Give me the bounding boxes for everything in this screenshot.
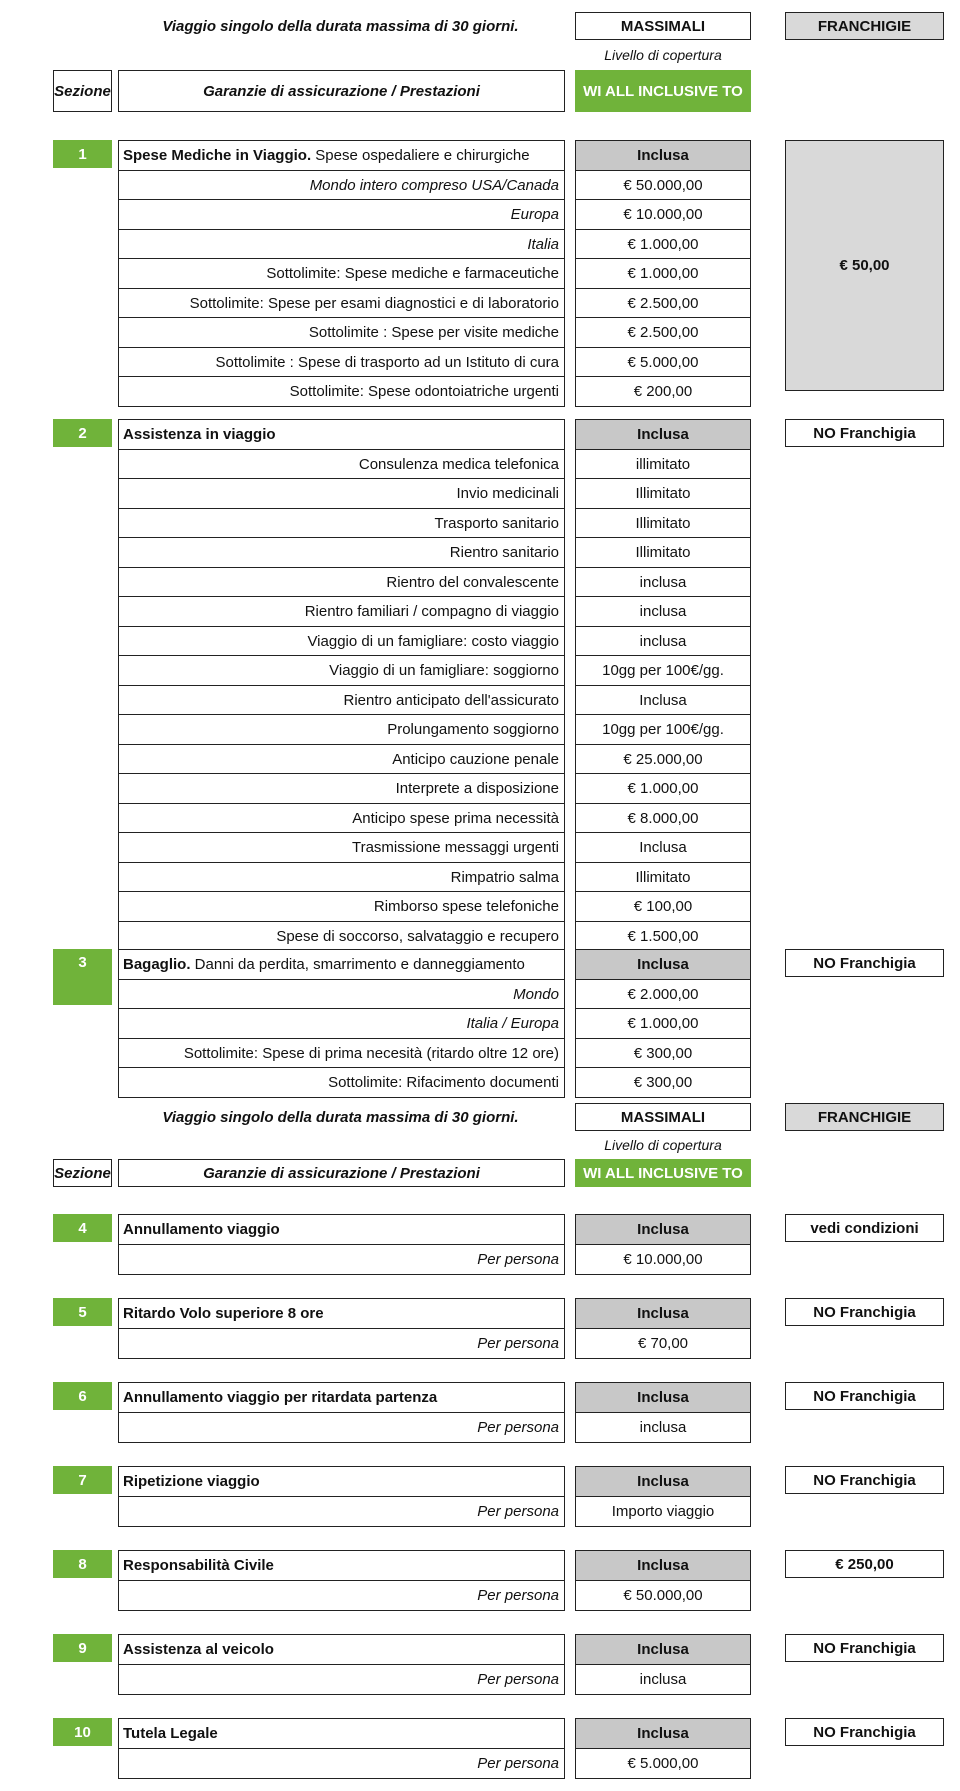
status-badge: Inclusa	[575, 419, 751, 450]
livello-label: Livello di copertura	[604, 1137, 722, 1153]
sezione-header: Sezione	[53, 1159, 112, 1187]
garanzie-header: Garanzie di assicurazione / Prestazioni	[118, 70, 565, 112]
row-label: Anticipo spese prima necessità	[118, 803, 565, 834]
row-label: Mondo	[118, 979, 565, 1010]
section-8-values	[575, 1550, 751, 1611]
row-value: inclusa	[575, 626, 751, 657]
status-badge: Inclusa	[575, 1718, 751, 1749]
row-value: Inclusa	[575, 685, 751, 716]
row-value: € 1.000,00	[575, 1008, 751, 1039]
row-label: Consulenza medica telefonica	[118, 449, 565, 480]
product-badge: WI ALL INCLUSIVE TO	[575, 70, 751, 112]
section-title: Annullamento viaggio per ritardata partenza	[118, 1382, 565, 1413]
section-number: 9	[53, 1634, 112, 1662]
section-title: Assistenza al veicolo	[118, 1634, 565, 1665]
row-label: Prolungamento soggiorno	[118, 714, 565, 745]
section-6-labels	[118, 1382, 565, 1443]
row-value: € 100,00	[575, 891, 751, 922]
row-value: € 5.000,00	[575, 1748, 751, 1779]
section-5-values	[575, 1298, 751, 1359]
franchigia-value: vedi condizioni	[785, 1214, 944, 1242]
row-value: € 300,00	[575, 1067, 751, 1098]
row-label: Italia / Europa	[118, 1008, 565, 1039]
row-value: € 50.000,00	[575, 1580, 751, 1611]
row-value: € 200,00	[575, 376, 751, 407]
row-value: inclusa	[575, 1412, 751, 1443]
row-label: Per persona	[118, 1328, 565, 1359]
status-badge: Inclusa	[575, 1382, 751, 1413]
page-title: Viaggio singolo della durata massima di 30 giorni.	[162, 17, 519, 35]
row-label: Sottolimite : Spese per visite mediche	[118, 317, 565, 348]
franchigia-value: NO Franchigia	[785, 1466, 944, 1494]
row-value: Importo viaggio	[575, 1496, 751, 1527]
section-number: 5	[53, 1298, 112, 1326]
section-number: 8	[53, 1550, 112, 1578]
row-label: Rientro familiari / compagno di viaggio	[118, 596, 565, 627]
row-label: Sottolimite: Rifacimento documenti	[118, 1067, 565, 1098]
section-9-values	[575, 1634, 751, 1695]
row-value: € 300,00	[575, 1038, 751, 1069]
row-label: Viaggio di un famigliare: soggiorno	[118, 655, 565, 686]
franchigia-value: NO Franchigia	[785, 1718, 944, 1746]
section-number: 4	[53, 1214, 112, 1242]
section-number: 10	[53, 1718, 112, 1746]
row-label: Per persona	[118, 1496, 565, 1527]
row-value: inclusa	[575, 567, 751, 598]
section-number: 3	[53, 949, 112, 1005]
row-label: Sottolimite : Spese di trasporto ad un Istituto di cura	[118, 347, 565, 378]
section-title-bold: Bagaglio.	[123, 956, 191, 973]
row-value: € 50.000,00	[575, 170, 751, 201]
franchigia-value: NO Franchigia	[785, 949, 944, 977]
section-number: 2	[53, 419, 112, 447]
row-value: inclusa	[575, 596, 751, 627]
row-value: € 1.000,00	[575, 773, 751, 804]
row-value: Illimitato	[575, 478, 751, 509]
page-title: Viaggio singolo della durata massima di 30 giorni.	[162, 1108, 519, 1126]
massimali-header: MASSIMALI	[575, 1103, 751, 1131]
section-2-values	[575, 419, 751, 952]
row-label: Mondo intero compreso USA/Canada	[118, 170, 565, 201]
status-badge: Inclusa	[575, 1634, 751, 1665]
row-value: Illimitato	[575, 508, 751, 539]
row-label: Sottolimite: Spese per esami diagnostici e di laboratorio	[118, 288, 565, 319]
section-title	[118, 140, 565, 171]
row-value: € 70,00	[575, 1328, 751, 1359]
status-badge: Inclusa	[575, 1214, 751, 1245]
franchigia-value: NO Franchigia	[785, 1298, 944, 1326]
sezione-header: Sezione	[53, 70, 112, 112]
row-label: Rientro sanitario	[118, 537, 565, 568]
row-value: 10gg per 100€/gg.	[575, 714, 751, 745]
row-value: inclusa	[575, 1664, 751, 1695]
row-label: Sottolimite: Spese odontoiatriche urgenti	[118, 376, 565, 407]
row-label: Trasporto sanitario	[118, 508, 565, 539]
franchigia-value: NO Franchigia	[785, 1382, 944, 1410]
section-title-rest: Danni da perdita, smarrimento e danneggiamento	[190, 956, 525, 973]
row-label: Sottolimite: Spese di prima necesità (ritardo oltre 12 ore)	[118, 1038, 565, 1069]
section-number: 7	[53, 1466, 112, 1494]
section-title: Ritardo Volo superiore 8 ore	[118, 1298, 565, 1329]
section-3-labels	[118, 949, 565, 1098]
row-label: Viaggio di un famigliare: costo viaggio	[118, 626, 565, 657]
section-7-values	[575, 1466, 751, 1527]
row-label: Per persona	[118, 1664, 565, 1695]
section-title-rest: Spese ospedaliere e chirurgiche	[311, 147, 530, 164]
section-title-bold: Spese Mediche in Viaggio.	[123, 147, 312, 164]
row-label: Anticipo cauzione penale	[118, 744, 565, 775]
section-4-values	[575, 1214, 751, 1275]
franchigia-value: € 50,00	[785, 140, 944, 391]
row-label: Per persona	[118, 1580, 565, 1611]
row-value: € 10.000,00	[575, 1244, 751, 1275]
status-badge: Inclusa	[575, 1550, 751, 1581]
row-label: Per persona	[118, 1412, 565, 1443]
section-title: Ripetizione viaggio	[118, 1466, 565, 1497]
status-badge: Inclusa	[575, 140, 751, 171]
row-label: Per persona	[118, 1748, 565, 1779]
row-label: Rimpatrio salma	[118, 862, 565, 893]
section-title	[118, 949, 565, 980]
row-label: Rientro anticipato dell'assicurato	[118, 685, 565, 716]
section-8-labels	[118, 1550, 565, 1611]
status-badge: Inclusa	[575, 949, 751, 980]
row-value: € 8.000,00	[575, 803, 751, 834]
section-number: 1	[53, 140, 112, 168]
row-label: Spese di soccorso, salvataggio e recupero	[118, 921, 565, 952]
section-9-labels	[118, 1634, 565, 1695]
section-7-labels	[118, 1466, 565, 1527]
row-value: 10gg per 100€/gg.	[575, 655, 751, 686]
product-badge: WI ALL INCLUSIVE TO	[575, 1159, 751, 1187]
section-10-values	[575, 1718, 751, 1779]
row-label: Europa	[118, 199, 565, 230]
row-value: € 2.500,00	[575, 317, 751, 348]
row-label: Interprete a disposizione	[118, 773, 565, 804]
section-number: 6	[53, 1382, 112, 1410]
row-label: Trasmissione messaggi urgenti	[118, 832, 565, 863]
section-6-values	[575, 1382, 751, 1443]
livello-label: Livello di copertura	[604, 47, 722, 63]
franchigia-value: € 250,00	[785, 1550, 944, 1578]
franchigie-header: FRANCHIGIE	[785, 12, 944, 40]
section-title: Assistenza in viaggio	[118, 419, 565, 450]
row-value: Illimitato	[575, 537, 751, 568]
massimali-header: MASSIMALI	[575, 12, 751, 40]
row-label: Per persona	[118, 1244, 565, 1275]
row-value: € 5.000,00	[575, 347, 751, 378]
row-value: € 1.500,00	[575, 921, 751, 952]
section-1-labels	[118, 140, 565, 407]
row-value: Inclusa	[575, 832, 751, 863]
franchigie-header: FRANCHIGIE	[785, 1103, 944, 1131]
row-value: € 1.000,00	[575, 229, 751, 260]
row-value: Illimitato	[575, 862, 751, 893]
row-label: Invio medicinali	[118, 478, 565, 509]
status-badge: Inclusa	[575, 1298, 751, 1329]
row-value: € 25.000,00	[575, 744, 751, 775]
section-title: Responsabilità Civile	[118, 1550, 565, 1581]
row-label: Rientro del convalescente	[118, 567, 565, 598]
section-title: Tutela Legale	[118, 1718, 565, 1749]
section-4-labels	[118, 1214, 565, 1275]
section-title: Annullamento viaggio	[118, 1214, 565, 1245]
row-label: Sottolimite: Spese mediche e farmaceutiche	[118, 258, 565, 289]
row-value: illimitato	[575, 449, 751, 480]
section-1-values	[575, 140, 751, 407]
section-2-labels	[118, 419, 565, 952]
franchigia-value: NO Franchigia	[785, 1634, 944, 1662]
row-value: € 2.000,00	[575, 979, 751, 1010]
franchigia-value: NO Franchigia	[785, 419, 944, 447]
row-value: € 1.000,00	[575, 258, 751, 289]
section-3-values	[575, 949, 751, 1098]
row-label: Rimborso spese telefoniche	[118, 891, 565, 922]
section-5-labels	[118, 1298, 565, 1359]
row-value: € 10.000,00	[575, 199, 751, 230]
status-badge: Inclusa	[575, 1466, 751, 1497]
row-label: Italia	[118, 229, 565, 260]
garanzie-header: Garanzie di assicurazione / Prestazioni	[118, 1159, 565, 1187]
section-10-labels	[118, 1718, 565, 1779]
row-value: € 2.500,00	[575, 288, 751, 319]
